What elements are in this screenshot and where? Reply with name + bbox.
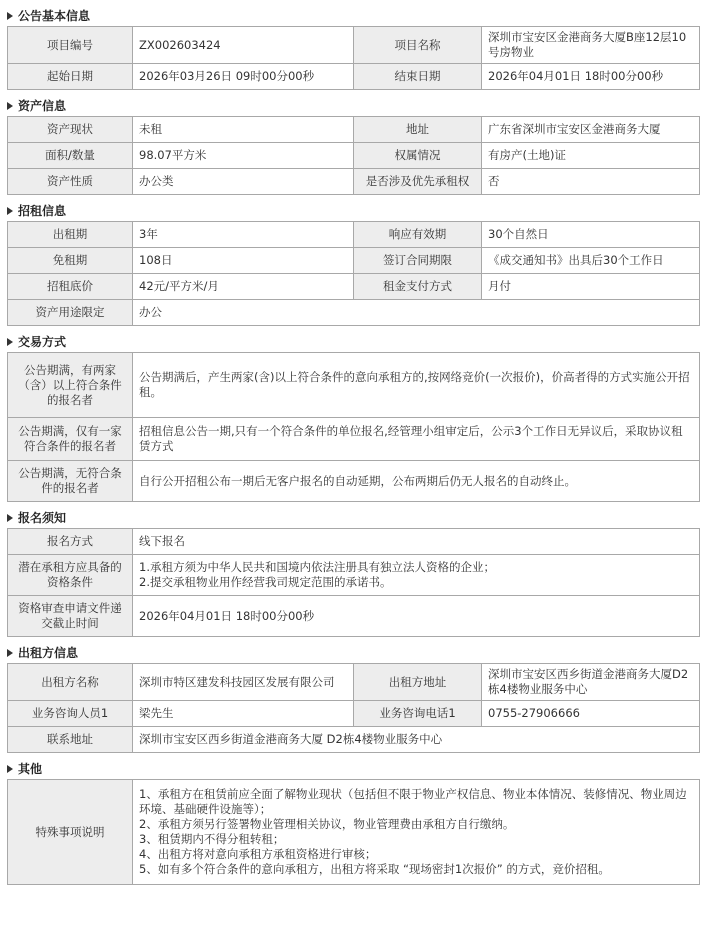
table-row xyxy=(8,555,700,596)
project-no-label: 项目编号 xyxy=(8,27,133,64)
ownership-value: 有房产(土地)证 xyxy=(482,143,700,169)
response-validity-value: 30个自然日 xyxy=(482,222,700,248)
special-notes-label: 特殊事项说明 xyxy=(8,780,133,885)
triangle-bullet-icon xyxy=(7,514,13,522)
start-date-label: 起始日期 xyxy=(8,64,133,90)
consultant-label: 业务咨询人员1 xyxy=(8,701,133,727)
section-lease-header xyxy=(4,201,701,221)
table-row xyxy=(8,353,700,418)
table-row xyxy=(8,27,700,64)
triangle-bullet-icon xyxy=(7,207,13,215)
other-table xyxy=(7,779,700,885)
asset-info-table xyxy=(7,116,700,195)
usage-limit-label: 资产用途限定 xyxy=(8,300,133,326)
table-row xyxy=(8,274,700,300)
ownership-label: 权属情况 xyxy=(354,143,482,169)
base-price-label: 招租底价 xyxy=(8,274,133,300)
trade-none-label: 公告期满，无符合条件的报名者 xyxy=(8,461,133,502)
lease-info-table xyxy=(7,221,700,326)
start-date-value: 2026年03月26日 09时00分00秒 xyxy=(133,64,354,90)
section-asset-title: 资产信息 xyxy=(18,99,67,113)
section-trade-title: 交易方式 xyxy=(18,335,67,349)
project-name-value: 深圳市宝安区金港商务大厦B座12层10号房物业 xyxy=(482,27,700,64)
section-basic-title: 公告基本信息 xyxy=(18,9,91,23)
qualification-value: 1.承租方须为中华人民共和国境内依法注册具有独立法人资格的企业； 2.提交承租物业用作经营我司规定范围的承诺书。 xyxy=(133,555,700,596)
trade-none-value: 自行公开招租公布一期后无客户报名的自动延期，公布两期后仍无人报名的自动终止。 xyxy=(133,461,700,502)
table-row xyxy=(8,248,700,274)
table-row xyxy=(8,418,700,461)
project-no-value: ZX002603424 xyxy=(133,27,354,64)
special-notes-value: 1、承租方在租赁前应全面了解物业现状（包括但不限于物业产权信息、物业本体情况、装修情况、物业周边环境、基础硬件设施等）； 2、承租方须另行签署物业管理相关协议，物业管理费由承租方自行缴纳。 3、租赁期内不得分租转租； 4、出租方将对意向承租方承租资格进行审核； 5、如有多个符合条件的意向承租方，出租方将采取 “现场密封1次报价” 的方式，竞价招租。 xyxy=(133,780,700,885)
lessor-address-value: 深圳市宝安区西乡街道金港商务大厦D2栋4楼物业服务中心 xyxy=(482,664,700,701)
payment-method-label: 租金支付方式 xyxy=(354,274,482,300)
address-label: 地址 xyxy=(354,117,482,143)
response-validity-label: 响应有效期 xyxy=(354,222,482,248)
consult-phone-value: 0755-27906666 xyxy=(482,701,700,727)
lessor-name-label: 出租方名称 xyxy=(8,664,133,701)
table-row xyxy=(8,64,700,90)
triangle-bullet-icon xyxy=(7,338,13,346)
lessor-address-label: 出租方地址 xyxy=(354,664,482,701)
table-row xyxy=(8,117,700,143)
priority-lease-value: 否 xyxy=(482,169,700,195)
signup-method-label: 报名方式 xyxy=(8,529,133,555)
table-row xyxy=(8,529,700,555)
section-asset-header xyxy=(4,96,701,116)
asset-nature-label: 资产性质 xyxy=(8,169,133,195)
signup-table xyxy=(7,528,700,637)
area-value: 98.07平方米 xyxy=(133,143,354,169)
section-signup-header xyxy=(4,508,701,528)
section-other-header xyxy=(4,759,701,779)
submission-deadline-label: 资格审查申请文件递交截止时间 xyxy=(8,596,133,637)
section-other-title: 其他 xyxy=(18,762,43,776)
lease-term-value: 3年 xyxy=(133,222,354,248)
submission-deadline-value: 2026年04月01日 18时00分00秒 xyxy=(133,596,700,637)
end-date-label: 结束日期 xyxy=(354,64,482,90)
section-basic-header xyxy=(4,6,701,26)
consult-phone-label: 业务咨询电话1 xyxy=(354,701,482,727)
section-lessor-header xyxy=(4,643,701,663)
table-row xyxy=(8,461,700,502)
trade-multi-label: 公告期满，有两家（含）以上符合条件的报名者 xyxy=(8,353,133,418)
trade-multi-value: 公告期满后，产生两家(含)以上符合条件的意向承租方的,按网络竞价(一次报价)，价高者得的方式实施公开招租。 xyxy=(133,353,700,418)
table-row xyxy=(8,222,700,248)
area-label: 面积/数量 xyxy=(8,143,133,169)
contact-address-label: 联系地址 xyxy=(8,727,133,753)
priority-lease-label: 是否涉及优先承租权 xyxy=(354,169,482,195)
section-trade-header xyxy=(4,332,701,352)
announcement-page xyxy=(4,0,701,885)
table-row xyxy=(8,300,700,326)
table-row xyxy=(8,727,700,753)
rent-free-value: 108日 xyxy=(133,248,354,274)
section-signup-title: 报名须知 xyxy=(18,511,67,525)
contract-deadline-value: 《成交通知书》出具后30个工作日 xyxy=(482,248,700,274)
lease-term-label: 出租期 xyxy=(8,222,133,248)
lessor-table xyxy=(7,663,700,753)
usage-limit-value: 办公 xyxy=(133,300,700,326)
contract-deadline-label: 签订合同期限 xyxy=(354,248,482,274)
triangle-bullet-icon xyxy=(7,649,13,657)
section-lease-title: 招租信息 xyxy=(18,204,67,218)
asset-status-label: 资产现状 xyxy=(8,117,133,143)
end-date-value: 2026年04月01日 18时00分00秒 xyxy=(482,64,700,90)
project-name-label: 项目名称 xyxy=(354,27,482,64)
asset-status-value: 未租 xyxy=(133,117,354,143)
rent-free-label: 免租期 xyxy=(8,248,133,274)
table-row xyxy=(8,596,700,637)
contact-address-value: 深圳市宝安区西乡街道金港商务大厦 D2栋4楼物业服务中心 xyxy=(133,727,700,753)
trade-single-label: 公告期满，仅有一家符合条件的报名者 xyxy=(8,418,133,461)
triangle-bullet-icon xyxy=(7,765,13,773)
consultant-value: 梁先生 xyxy=(133,701,354,727)
asset-nature-value: 办公类 xyxy=(133,169,354,195)
signup-method-value: 线下报名 xyxy=(133,529,700,555)
table-row xyxy=(8,143,700,169)
base-price-value: 42元/平方米/月 xyxy=(133,274,354,300)
table-row xyxy=(8,664,700,701)
qualification-label: 潜在承租方应具备的资格条件 xyxy=(8,555,133,596)
section-lessor-title: 出租方信息 xyxy=(18,646,79,660)
basic-info-table xyxy=(7,26,700,90)
table-row xyxy=(8,701,700,727)
lessor-name-value: 深圳市特区建发科技园区发展有限公司 xyxy=(133,664,354,701)
payment-method-value: 月付 xyxy=(482,274,700,300)
table-row xyxy=(8,780,700,885)
trade-method-table xyxy=(7,352,700,502)
address-value: 广东省深圳市宝安区金港商务大厦 xyxy=(482,117,700,143)
table-row xyxy=(8,169,700,195)
triangle-bullet-icon xyxy=(7,12,13,20)
trade-single-value: 招租信息公告一期,只有一个符合条件的单位报名,经管理小组审定后，公示3个工作日无异议后，采取协议租赁方式 xyxy=(133,418,700,461)
triangle-bullet-icon xyxy=(7,102,13,110)
